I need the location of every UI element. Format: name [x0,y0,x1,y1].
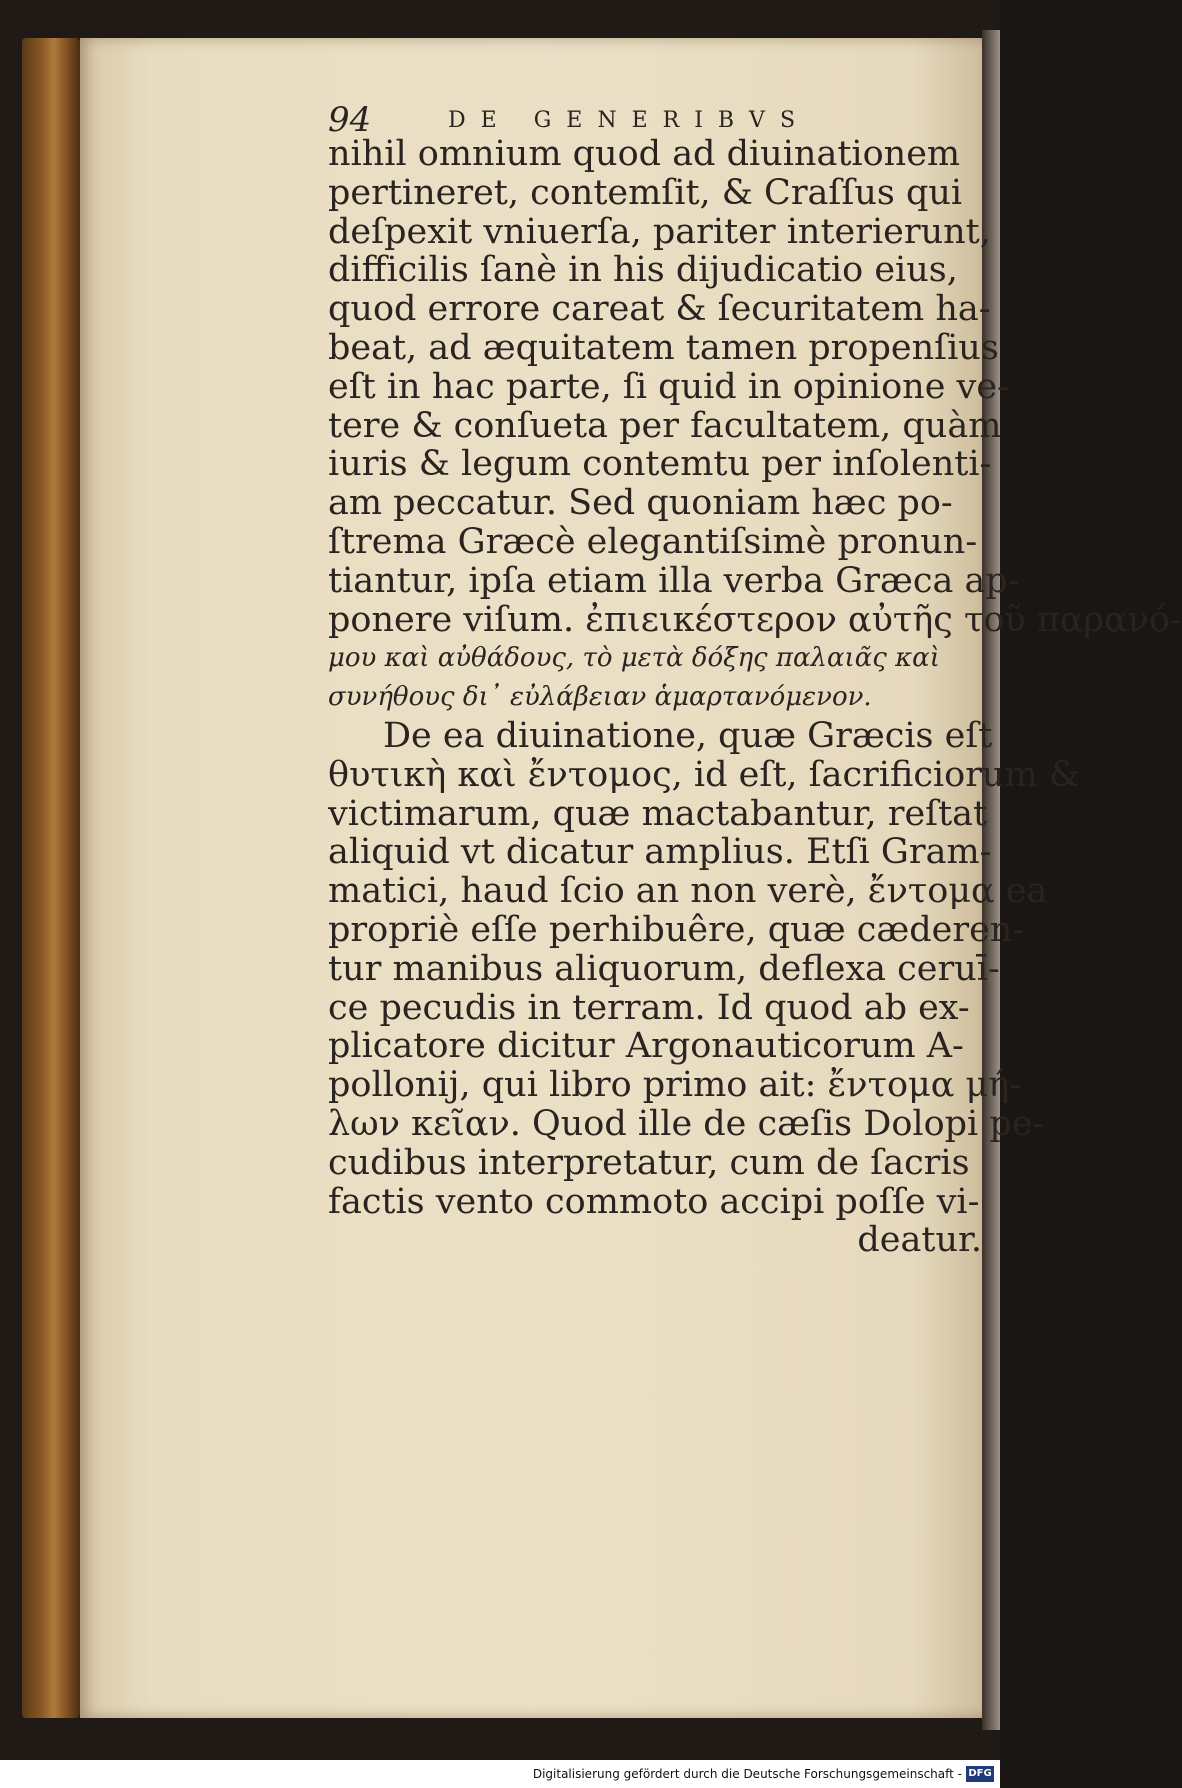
page-number: 94 [328,100,372,140]
text-line: factis vento commoto accipi poſſe vi- [328,1181,980,1222]
text-line: am peccatur. Sed quoniam hæc po- [328,483,953,524]
text-line: συνήθους δι᾽ εὐλάβειαν ἁμαρτανόμενον. [328,682,872,713]
text-line: propriè eſſe perhibuêre, quæ cæderen- [328,910,1025,950]
text-line: deatur. [857,1220,982,1261]
text-line: cudibus interpretatur, cum de ſacris [328,1142,970,1183]
text-line: μου καὶ αὐθάδους, τὸ μετὰ δόξης παλαιᾶς καὶ [328,643,940,674]
text-line: tur manibus aliquorum, deflexa ceruī- [328,948,1000,989]
text-line: iuris & legum contemtu per inſolenti- [328,444,992,485]
text-line: ce pecudis in terram. Id quod ab ex- [328,987,970,1028]
text-line: difficilis ſanè in his dijudicatio eius, [328,250,958,291]
text-line: beat, ad æquitatem tamen propenſius [328,328,999,368]
text-line: pollonij, qui libro primo ait: ἔντομα μή- [328,1065,1022,1106]
text-line: deſpexit vniuerſa, pariter interierunt, [328,211,991,252]
text-line: θυτικὴ καὶ ἔντομος, id eſt, ſacrificiorum & [328,754,1080,795]
footer-credit: Digitalisierung gefördert durch die Deutsche Forschungsgemeinschaft - [532,1767,962,1781]
text-line: eſt in hac parte, ſi quid in opinione ve- [328,366,1009,407]
text-line: nihil omnium quod ad diuinationem [328,134,961,174]
text-line: aliquid vt dicatur amplius. Etſi Gram- [328,832,992,873]
text-line: victimarum, quæ mactabantur, reſtat [328,793,988,834]
footer-bar [0,1760,1000,1788]
text-line: tiantur, ipſa etiam illa verba Græca ap- [328,560,1020,601]
text-line: quod errore careat & ſecuritatem ha- [328,289,991,330]
text-line: ſtrema Græcè elegantiſsimè pronun- [328,522,978,562]
text-line: λων κεῖαν. Quod ille de cæſis Dolopi pe- [328,1104,1045,1144]
dfg-logo: DFG [966,1766,994,1782]
text-line: matici, haud ſcio an non verè, ἔντομα ea [328,871,1048,912]
text-line: De ea diuinatione, quæ Græcis eſt [383,716,993,756]
text-line: ponere viſum. ἐπιεικέστερον αὐτῆς τοῦ παρανό- [328,599,1182,640]
text-line: plicatore dicitur Argonauticorum A- [328,1026,964,1067]
running-head: DE GENERIBVS [448,108,811,133]
text-line: tere & conſueta per facultatem, quàm [328,405,1002,446]
text-line: pertineret, contemſit, & Craſſus qui [328,172,963,213]
